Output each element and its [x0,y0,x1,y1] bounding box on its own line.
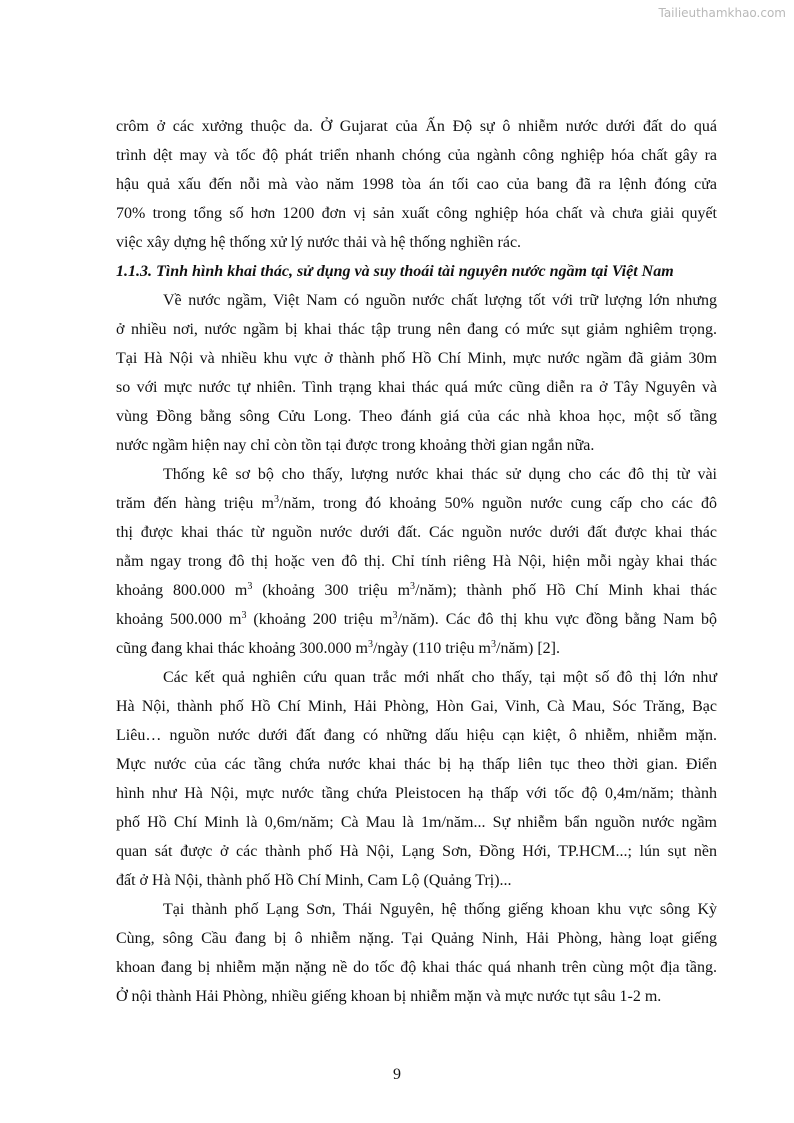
text-line: crôm ở các xưởng thuộc da. Ở Gujarat của Ấn Độ sự ô nhiễm nước dưới đất do quá [116,118,717,135]
text-line: Liêu… nguồn nước dưới đất đang có những dấu hiệu cạn kiệt, ô nhiễm, nhiễm mặn. [116,727,717,744]
superscript: 3 [273,494,279,505]
text-line: 70% trong tổng số hơn 1200 đơn vị sản xuất công nghiệp hóa chất và chưa giải quyết [116,205,717,222]
text-line [116,576,717,605]
text-line [116,489,717,518]
text-run: (khoảng 300 triệu m [252,582,411,599]
text-line: khoan đang bị nhiễm mặn nặng nề do tốc độ khai thác quá nhanh trên cùng một địa tầng. [116,959,717,976]
superscript: 3 [367,639,373,650]
text-line [116,605,717,634]
text-line: Cùng, sông Cầu đang bị ô nhiễm nặng. Tại Quảng Ninh, Hải Phòng, hàng loạt giếng [116,930,717,947]
superscript: 3 [241,610,247,621]
text-line [116,634,717,663]
superscript: 3 [410,581,416,592]
watermark: Tailieuthamkhao.com [658,6,786,20]
text-line: phố Hồ Chí Minh là 0,6m/năm; Cà Mau là 1m/năm... Sự nhiễm bẩn nguồn nước ngầm [116,814,717,831]
text-run: /năm); thành phố Hồ Chí Minh khai thác [415,582,718,599]
text-line: Ở nội thành Hải Phòng, nhiều giếng khoan bị nhiễm mặn và mực nước tụt sâu 1-2 m. [116,988,662,1005]
page-body [116,112,717,1011]
text-line: Tại thành phố Lạng Sơn, Thái Nguyên, hệ thống giếng khoan khu vực sông Kỳ [163,901,717,918]
text-line: hậu quả xấu đến nỗi mà vào năm 1998 tòa án tối cao của bang đã ra lệnh đóng cửa [116,176,717,193]
text-line: trình dệt may và tốc độ phát triển nhanh chóng của ngành công nghiệp hóa chất gây ra [116,147,717,164]
text-run: cũng đang khai thác khoảng 300.000 m [116,640,368,657]
text-run: trăm đến hàng triệu m [116,495,274,512]
text-line: Hà Nội, thành phố Hồ Chí Minh, Hải Phòng, Hòn Gai, Vinh, Cà Mau, Sóc Trăng, Bạc [116,698,717,715]
text-line: Các kết quả nghiên cứu quan trắc mới nhất cho thấy, tại một số đô thị lớn như [163,669,717,686]
text-run: khoảng 800.000 m [116,582,248,599]
text-line: Tại Hà Nội và nhiều khu vực ở thành phố Hồ Chí Minh, mực nước ngầm đã giảm 30m [116,350,717,367]
text-line: đất ở Hà Nội, thành phố Hồ Chí Minh, Cam Lộ (Quảng Trị)... [116,872,512,889]
text-line: Thống kê sơ bộ cho thấy, lượng nước khai thác sử dụng cho các đô thị từ vài [163,466,717,483]
superscript: 3 [491,639,496,650]
text-line: vùng Đồng bằng sông Cửu Long. Theo đánh giá của các nhà khoa học, một số tầng [116,408,717,425]
text-line: nằm ngay trong đô thị hoặc ven đô thị. Chỉ tính riêng Hà Nội, hiện mỗi ngày khai thác [116,553,717,570]
text-run: /ngày (110 triệu m [372,640,491,657]
superscript: 3 [392,610,398,621]
text-run: /năm) [2]. [496,640,560,657]
text-run: /năm). Các đô thị khu vực đồng bằng Nam bộ [397,611,718,628]
text-run: /năm, trong đó khoảng 50% nguồn nước cung cấp cho các đô [278,495,718,512]
text-line: việc xây dựng hệ thống xử lý nước thải và hệ thống nghiền rác. [116,234,522,251]
page-number: 9 [393,1066,401,1083]
text-line: nước ngầm hiện nay chỉ còn tồn tại được trong khoảng thời gian ngắn nữa. [116,437,595,454]
text-line: Về nước ngầm, Việt Nam có nguồn nước chất lượng tốt với trữ lượng lớn nhưng [163,292,717,309]
text-line: ở nhiều nơi, nước ngầm bị khai thác tập trung nên đang có mức sụt giảm nghiêm trọng. [116,321,717,338]
text-line: quan sát được ở các thành phố Hà Nội, Lạng Sơn, Đồng Hới, TP.HCM...; lún sụt nền [116,843,717,860]
text-line: Mực nước của các tầng chứa nước khai thác bị hạ thấp liên tục theo thời gian. Điển [116,756,717,773]
text-run: khoảng 500.000 m [116,611,242,628]
text-line: thị được khai thác từ nguồn nước dưới đất. Các nguồn nước dưới đất được khai thác [116,524,717,541]
text-line: hình như Hà Nội, mực nước tầng chứa Pleistocen hạ thấp với tốc độ 0,4m/năm; thành [116,785,717,802]
superscript: 3 [247,581,253,592]
text-run: (khoảng 200 triệu m [246,611,393,628]
text-line: so với mực nước tự nhiên. Tình trạng khai thác quá mức cũng diễn ra ở Tây Nguyên và [116,379,717,396]
section-heading: 1.1.3. Tình hình khai thác, sử dụng và suy thoái tài nguyên nước ngầm tại Việt Nam [116,263,674,280]
